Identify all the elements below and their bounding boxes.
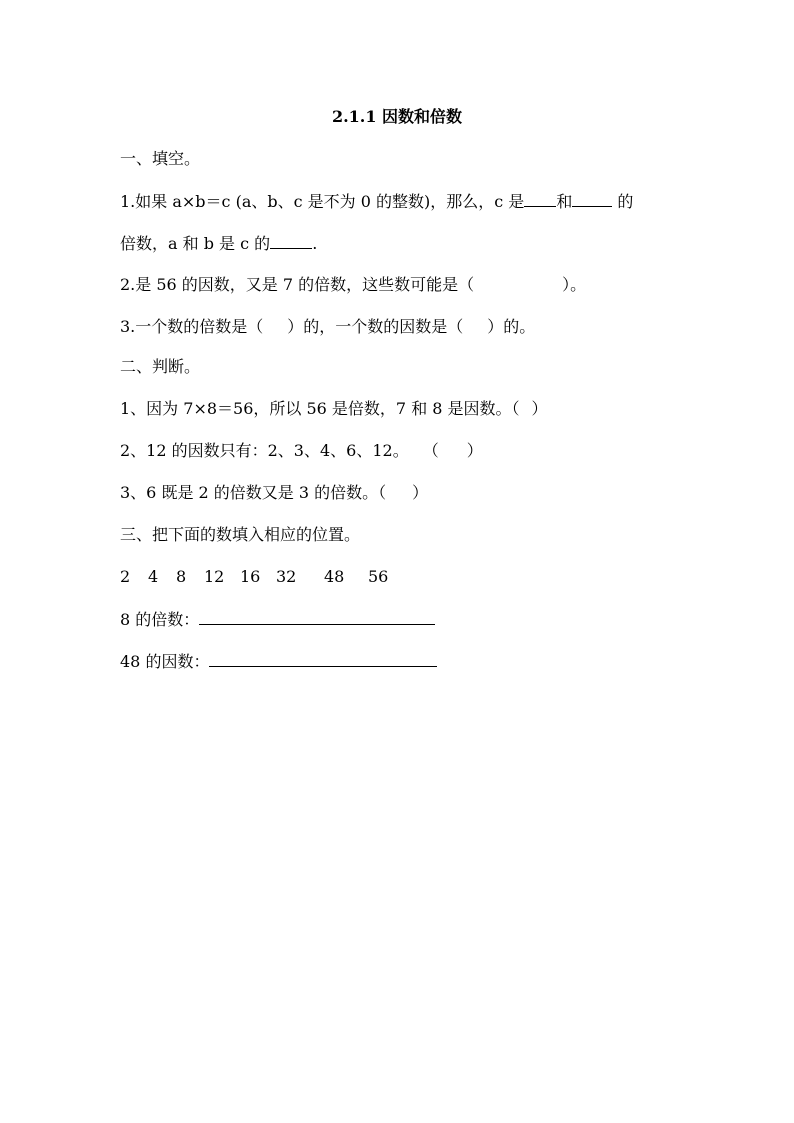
question-1-text: 1.如果 a×b＝c (a、b、c 是不为 0 的整数)，那么，c 是: [120, 192, 525, 211]
question-1-line-2: [120, 232, 317, 255]
multiples-of-8-label: 8 的倍数：: [120, 610, 200, 629]
question-1-end: 的: [612, 192, 634, 211]
factors-of-48-row: [120, 650, 437, 673]
judgment-3-text: 3、6 既是 2 的倍数又是 3 的倍数。（: [120, 483, 387, 502]
number-item: 12: [204, 567, 225, 586]
question-1-line-2-text: 倍数，a 和 b 是 c 的: [120, 234, 271, 253]
number-item: 16: [240, 567, 261, 586]
answer-blank-1c[interactable]: [270, 232, 312, 249]
multiples-of-8-answer-line[interactable]: [199, 608, 435, 625]
question-2-text: 2.是 56 的因数，又是 7 的倍数，这些数可能是（: [120, 275, 475, 294]
judgment-2: [120, 440, 483, 462]
answer-blank-1b[interactable]: [572, 190, 612, 207]
multiples-of-8-row: [120, 608, 435, 631]
answer-blank-1a[interactable]: [524, 190, 556, 207]
factors-of-48-label: 48 的因数：: [120, 652, 210, 671]
judgment-2-open: （: [422, 441, 439, 460]
judgment-3-close: ）: [412, 483, 429, 502]
number-item: 48: [324, 567, 345, 586]
judgment-1-close: ）: [531, 399, 548, 418]
question-2-close: ）。: [562, 275, 587, 294]
question-1-and: 和: [556, 192, 573, 211]
question-3: [120, 316, 535, 338]
number-item: 2: [120, 567, 131, 586]
number-item: 56: [368, 567, 389, 586]
section-1-heading: 一、填空。: [120, 149, 201, 168]
question-3-part-b: ）的，一个数的因数是（: [287, 317, 464, 336]
section-2-heading: 二、判断。: [120, 357, 201, 376]
number-item: 4: [148, 567, 159, 586]
factors-of-48-answer-line[interactable]: [209, 650, 437, 667]
number-list: [120, 566, 396, 588]
judgment-1: [120, 398, 548, 420]
question-1-line-1: [120, 190, 633, 213]
question-2: [120, 274, 586, 296]
section-3-heading: 三、把下面的数填入相应的位置。: [120, 525, 361, 544]
judgment-3: [120, 482, 428, 504]
judgment-1-text: 1、因为 7×8＝56，所以 56 是倍数，7 和 8 是因数。（: [120, 399, 520, 418]
number-item: 8: [176, 567, 187, 586]
page-title: 2.1.1 因数和倍数: [331, 107, 463, 126]
judgment-2-close: ）: [466, 441, 483, 460]
judgment-2-text: 2、12 的因数只有：2、3、4、6、12。: [120, 441, 409, 460]
question-3-part-c: ）的。: [487, 317, 536, 336]
number-item: 32: [276, 567, 297, 586]
question-1-period: .: [312, 234, 318, 253]
question-3-part-a: 3.一个数的倍数是（: [120, 317, 264, 336]
